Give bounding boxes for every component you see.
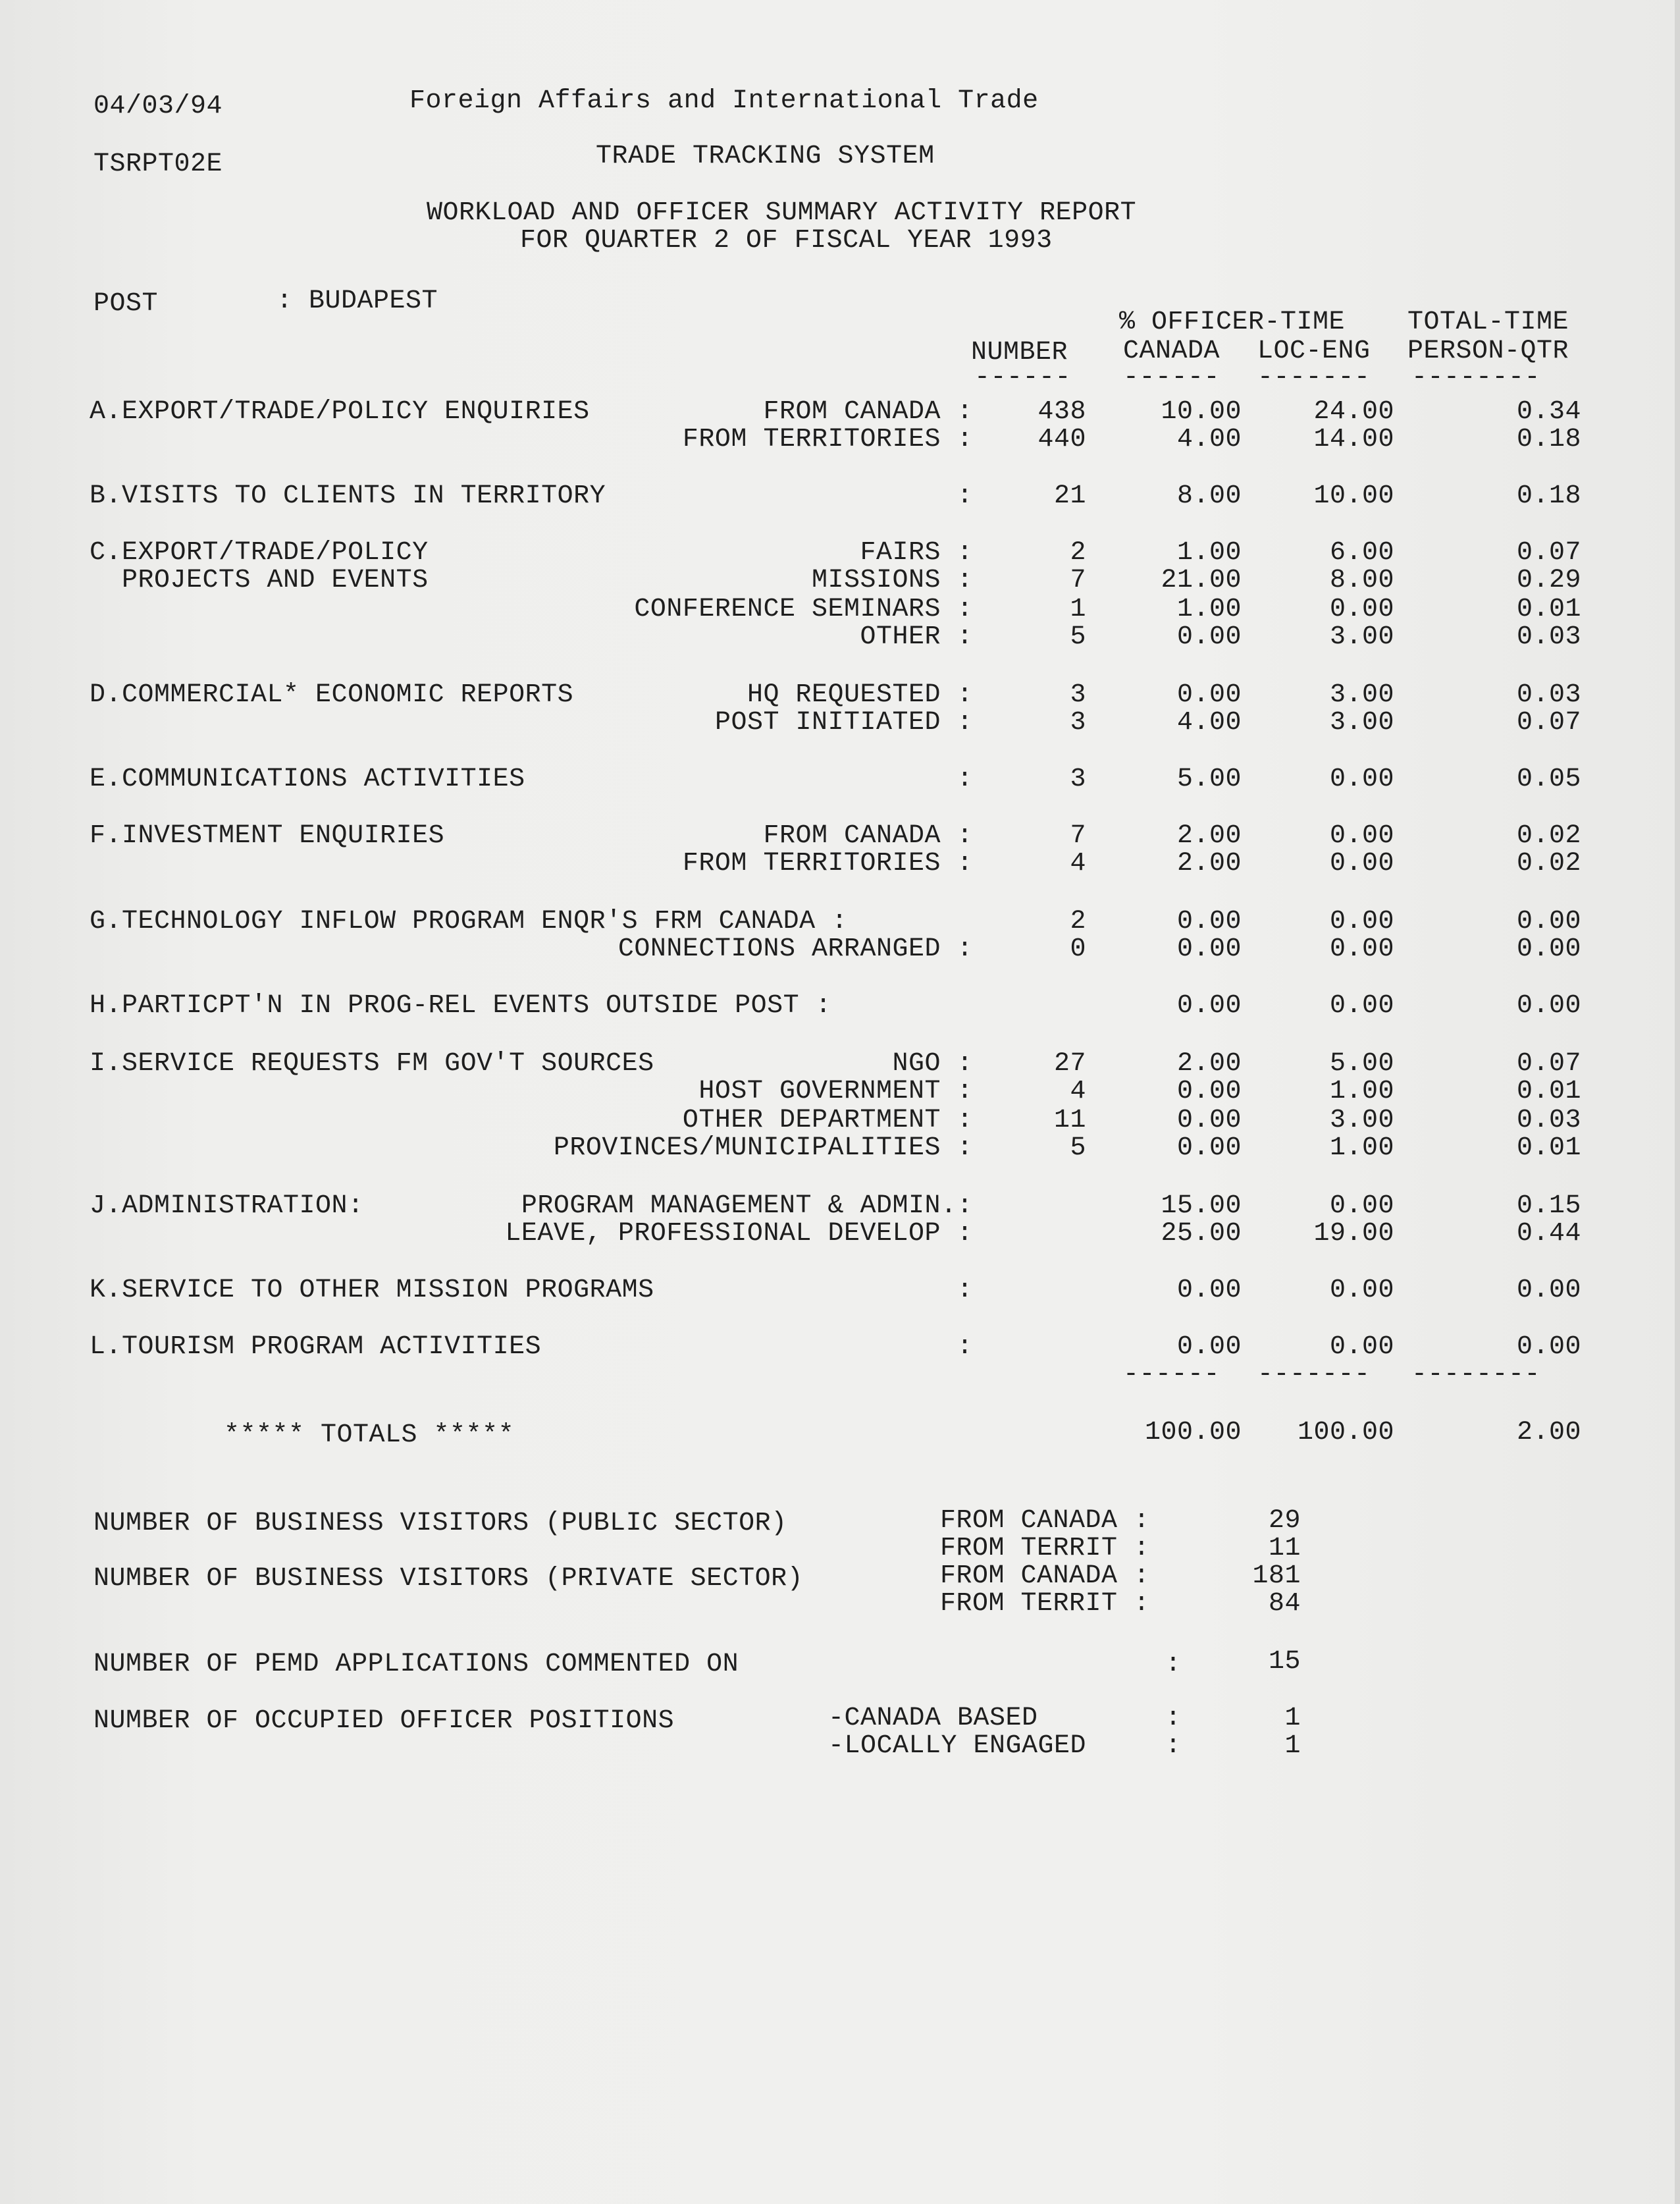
row-activity-label: G.TECHNOLOGY INFLOW PROGRAM ENQR'S FRM CANADA :: [90, 907, 848, 936]
row-number: 3: [1070, 680, 1086, 710]
col-loceng-rule: -------: [1257, 363, 1371, 392]
row-subcategory-label: OTHER DEPARTMENT :: [682, 1106, 973, 1135]
row-loceng-pct: 3.00: [1329, 680, 1394, 710]
row-subcategory-label: PROGRAM MANAGEMENT & ADMIN.:: [521, 1191, 973, 1221]
row-person-qtr: 0.03: [1516, 622, 1581, 652]
row-activity-label: D.COMMERCIAL* ECONOMIC REPORTS: [90, 680, 574, 710]
report-title-line2: FOR QUARTER 2 OF FISCAL YEAR 1993: [520, 226, 1053, 255]
row-person-qtr: 0.02: [1516, 849, 1581, 878]
row-loceng-pct: 0.00: [1329, 595, 1394, 624]
row-number: 2: [1070, 538, 1086, 568]
row-subcategory-label: MISSIONS :: [811, 566, 973, 595]
row-activity-label: B.VISITS TO CLIENTS IN TERRITORY: [90, 481, 606, 511]
row-loceng-pct: 1.00: [1329, 1077, 1394, 1106]
row-number: 7: [1070, 566, 1086, 595]
private-from-territ-value: 84: [1268, 1589, 1301, 1619]
row-person-qtr: 0.00: [1516, 1332, 1581, 1362]
row-subcategory-label: CONNECTIONS ARRANGED :: [617, 934, 973, 964]
col-canada: CANADA: [1123, 336, 1221, 366]
row-subcategory-label: :: [957, 1276, 973, 1305]
row-canada-pct: 0.00: [1176, 1276, 1242, 1305]
row-canada-pct: 2.00: [1176, 1049, 1242, 1079]
row-person-qtr: 0.07: [1516, 538, 1581, 568]
pemd-value: 15: [1268, 1647, 1301, 1677]
row-number: 27: [1053, 1049, 1086, 1079]
row-person-qtr: 0.00: [1516, 934, 1581, 964]
row-activity-label: J.ADMINISTRATION:: [90, 1191, 364, 1221]
row-number: 4: [1070, 849, 1086, 878]
row-loceng-pct: 0.00: [1329, 849, 1394, 878]
row-canada-pct: 0.00: [1176, 1332, 1242, 1362]
row-canada-pct: 0.00: [1176, 1133, 1242, 1163]
report-title-line1: WORKLOAD AND OFFICER SUMMARY ACTIVITY REPORT: [427, 198, 1137, 228]
row-loceng-pct: 0.00: [1329, 821, 1394, 851]
row-canada-pct: 10.00: [1161, 397, 1242, 427]
row-number: 438: [1037, 397, 1086, 427]
row-number: 5: [1070, 1133, 1086, 1163]
row-loceng-pct: 5.00: [1329, 1049, 1394, 1079]
row-loceng-pct: 24.00: [1313, 397, 1394, 427]
row-canada-pct: 0.00: [1176, 1077, 1242, 1106]
row-loceng-pct: 3.00: [1329, 708, 1394, 738]
private-from-canada-label: FROM CANADA :: [940, 1561, 1150, 1591]
row-number: 21: [1053, 481, 1086, 511]
col-canada-rule: ------: [1123, 363, 1221, 392]
locally-engaged-colon: :: [1165, 1731, 1182, 1761]
row-subcategory-label: NGO :: [892, 1049, 973, 1079]
row-canada-pct: 2.00: [1176, 821, 1242, 851]
public-from-territ-label: FROM TERRIT :: [940, 1534, 1150, 1563]
col-pct-officer-time: % OFFICER-TIME: [1119, 308, 1346, 337]
row-person-qtr: 0.07: [1516, 708, 1581, 738]
row-loceng-pct: 6.00: [1329, 538, 1394, 568]
row-subcategory-label: CONFERENCE SEMINARS :: [634, 595, 973, 624]
row-loceng-pct: 0.00: [1329, 934, 1394, 964]
public-from-territ-value: 11: [1268, 1534, 1301, 1563]
row-number: 7: [1070, 821, 1086, 851]
row-person-qtr: 0.00: [1516, 907, 1581, 936]
row-loceng-pct: 8.00: [1329, 566, 1394, 595]
post-value: : BUDAPEST: [276, 286, 438, 316]
totals-loceng-rule: -------: [1257, 1360, 1371, 1389]
row-subcategory-label: FROM CANADA :: [763, 397, 973, 427]
canada-based-label: -CANADA BASED: [828, 1704, 1038, 1733]
public-visitors-label: NUMBER OF BUSINESS VISITORS (PUBLIC SECTOR): [93, 1509, 787, 1538]
row-canada-pct: 0.00: [1176, 907, 1242, 936]
row-activity-label: K.SERVICE TO OTHER MISSION PROGRAMS: [90, 1276, 654, 1305]
row-subcategory-label: PROVINCES/MUNICIPALITIES :: [553, 1133, 973, 1163]
row-number: 3: [1070, 708, 1086, 738]
row-activity-label: H.PARTICPT'N IN PROG-REL EVENTS OUTSIDE POST :: [90, 991, 832, 1021]
row-person-qtr: 0.15: [1516, 1191, 1581, 1221]
row-subcategory-label: FROM TERRITORIES :: [682, 849, 973, 878]
totals-pq-rule: --------: [1411, 1360, 1541, 1389]
totals-label: ***** TOTALS *****: [224, 1420, 515, 1450]
totals-canada: 100.00: [1144, 1418, 1242, 1447]
row-number: 2: [1070, 907, 1086, 936]
row-loceng-pct: 10.00: [1313, 481, 1394, 511]
row-person-qtr: 0.01: [1516, 595, 1581, 624]
row-canada-pct: 1.00: [1176, 538, 1242, 568]
col-person-qtr: PERSON-QTR: [1407, 336, 1569, 366]
row-number: 0: [1070, 934, 1086, 964]
row-loceng-pct: 0.00: [1329, 1276, 1394, 1305]
row-subcategory-label: HOST GOVERNMENT :: [698, 1077, 973, 1106]
row-person-qtr: 0.18: [1516, 425, 1581, 454]
row-person-qtr: 0.05: [1516, 765, 1581, 794]
row-subcategory-label: FROM CANADA :: [763, 821, 973, 851]
row-loceng-pct: 3.00: [1329, 1106, 1394, 1135]
row-activity-label: PROJECTS AND EVENTS: [90, 566, 429, 595]
canada-based-colon: :: [1165, 1704, 1182, 1733]
row-canada-pct: 4.00: [1176, 708, 1242, 738]
officer-positions-label: NUMBER OF OCCUPIED OFFICER POSITIONS: [93, 1706, 675, 1736]
row-loceng-pct: 0.00: [1329, 907, 1394, 936]
row-person-qtr: 0.01: [1516, 1133, 1581, 1163]
row-subcategory-label: FAIRS :: [860, 538, 973, 568]
row-person-qtr: 0.02: [1516, 821, 1581, 851]
row-subcategory-label: :: [957, 765, 973, 794]
totals-loceng: 100.00: [1297, 1418, 1394, 1447]
row-canada-pct: 0.00: [1176, 1106, 1242, 1135]
row-activity-label: C.EXPORT/TRADE/POLICY: [90, 538, 429, 568]
row-person-qtr: 0.00: [1516, 991, 1581, 1021]
row-person-qtr: 0.34: [1516, 397, 1581, 427]
totals-person-qtr: 2.00: [1516, 1418, 1581, 1447]
row-canada-pct: 0.00: [1176, 680, 1242, 710]
col-loc-eng: LOC-ENG: [1257, 336, 1371, 366]
row-canada-pct: 15.00: [1161, 1191, 1242, 1221]
row-person-qtr: 0.44: [1516, 1219, 1581, 1249]
row-number: 5: [1070, 622, 1086, 652]
row-loceng-pct: 14.00: [1313, 425, 1394, 454]
row-number: 3: [1070, 765, 1086, 794]
row-number: 440: [1037, 425, 1086, 454]
public-from-canada-label: FROM CANADA :: [940, 1506, 1150, 1536]
row-canada-pct: 25.00: [1161, 1219, 1242, 1249]
private-visitors-label: NUMBER OF BUSINESS VISITORS (PRIVATE SECTOR): [93, 1564, 804, 1594]
row-number: 1: [1070, 595, 1086, 624]
report-date: 04/03/94: [93, 92, 223, 121]
row-loceng-pct: 0.00: [1329, 765, 1394, 794]
post-label: POST: [93, 289, 159, 319]
row-person-qtr: 0.18: [1516, 481, 1581, 511]
row-loceng-pct: 3.00: [1329, 622, 1394, 652]
row-number: 4: [1070, 1077, 1086, 1106]
col-number: NUMBER: [971, 338, 1068, 367]
totals-canada-rule: ------: [1123, 1360, 1221, 1389]
row-person-qtr: 0.03: [1516, 1106, 1581, 1135]
row-person-qtr: 0.03: [1516, 680, 1581, 710]
row-subcategory-label: POST INITIATED :: [714, 708, 973, 738]
pemd-label: NUMBER OF PEMD APPLICATIONS COMMENTED ON: [93, 1650, 739, 1679]
row-person-qtr: 0.07: [1516, 1049, 1581, 1079]
row-loceng-pct: 0.00: [1329, 1191, 1394, 1221]
canada-based-value: 1: [1284, 1704, 1301, 1733]
col-number-rule: ------: [974, 363, 1072, 392]
row-loceng-pct: 0.00: [1329, 1332, 1394, 1362]
row-subcategory-label: OTHER :: [860, 622, 973, 652]
row-person-qtr: 0.01: [1516, 1077, 1581, 1106]
row-subcategory-label: HQ REQUESTED :: [747, 680, 973, 710]
row-loceng-pct: 19.00: [1313, 1219, 1394, 1249]
row-canada-pct: 4.00: [1176, 425, 1242, 454]
row-subcategory-label: :: [957, 481, 973, 511]
row-canada-pct: 0.00: [1176, 622, 1242, 652]
locally-engaged-label: -LOCALLY ENGAGED: [828, 1731, 1087, 1761]
row-activity-label: F.INVESTMENT ENQUIRIES: [90, 821, 445, 851]
private-from-canada-value: 181: [1252, 1561, 1301, 1591]
row-activity-label: A.EXPORT/TRADE/POLICY ENQUIRIES: [90, 397, 590, 427]
row-canada-pct: 0.00: [1176, 934, 1242, 964]
row-subcategory-label: LEAVE, PROFESSIONAL DEVELOP :: [505, 1219, 973, 1249]
row-activity-label: E.COMMUNICATIONS ACTIVITIES: [90, 765, 525, 794]
row-canada-pct: 0.00: [1176, 991, 1242, 1021]
row-canada-pct: 2.00: [1176, 849, 1242, 878]
row-activity-label: I.SERVICE REQUESTS FM GOV'T SOURCES: [90, 1049, 654, 1079]
system-name: TRADE TRACKING SYSTEM: [596, 142, 935, 171]
row-subcategory-label: FROM TERRITORIES :: [682, 425, 973, 454]
locally-engaged-value: 1: [1284, 1731, 1301, 1761]
row-person-qtr: 0.00: [1516, 1276, 1581, 1305]
col-personqtr-rule: --------: [1411, 363, 1541, 392]
row-loceng-pct: 0.00: [1329, 991, 1394, 1021]
row-canada-pct: 8.00: [1176, 481, 1242, 511]
pemd-colon: :: [1165, 1650, 1182, 1679]
row-person-qtr: 0.29: [1516, 566, 1581, 595]
department-name: Foreign Affairs and International Trade: [409, 86, 1039, 116]
row-subcategory-label: :: [957, 1332, 973, 1362]
row-canada-pct: 21.00: [1161, 566, 1242, 595]
col-total-time: TOTAL-TIME: [1407, 308, 1569, 337]
row-loceng-pct: 1.00: [1329, 1133, 1394, 1163]
row-canada-pct: 5.00: [1176, 765, 1242, 794]
row-number: 11: [1053, 1106, 1086, 1135]
row-activity-label: L.TOURISM PROGRAM ACTIVITIES: [90, 1332, 542, 1362]
report-code: TSRPT02E: [93, 149, 223, 179]
public-from-canada-value: 29: [1268, 1506, 1301, 1536]
row-canada-pct: 1.00: [1176, 595, 1242, 624]
private-from-territ-label: FROM TERRIT :: [940, 1589, 1150, 1619]
